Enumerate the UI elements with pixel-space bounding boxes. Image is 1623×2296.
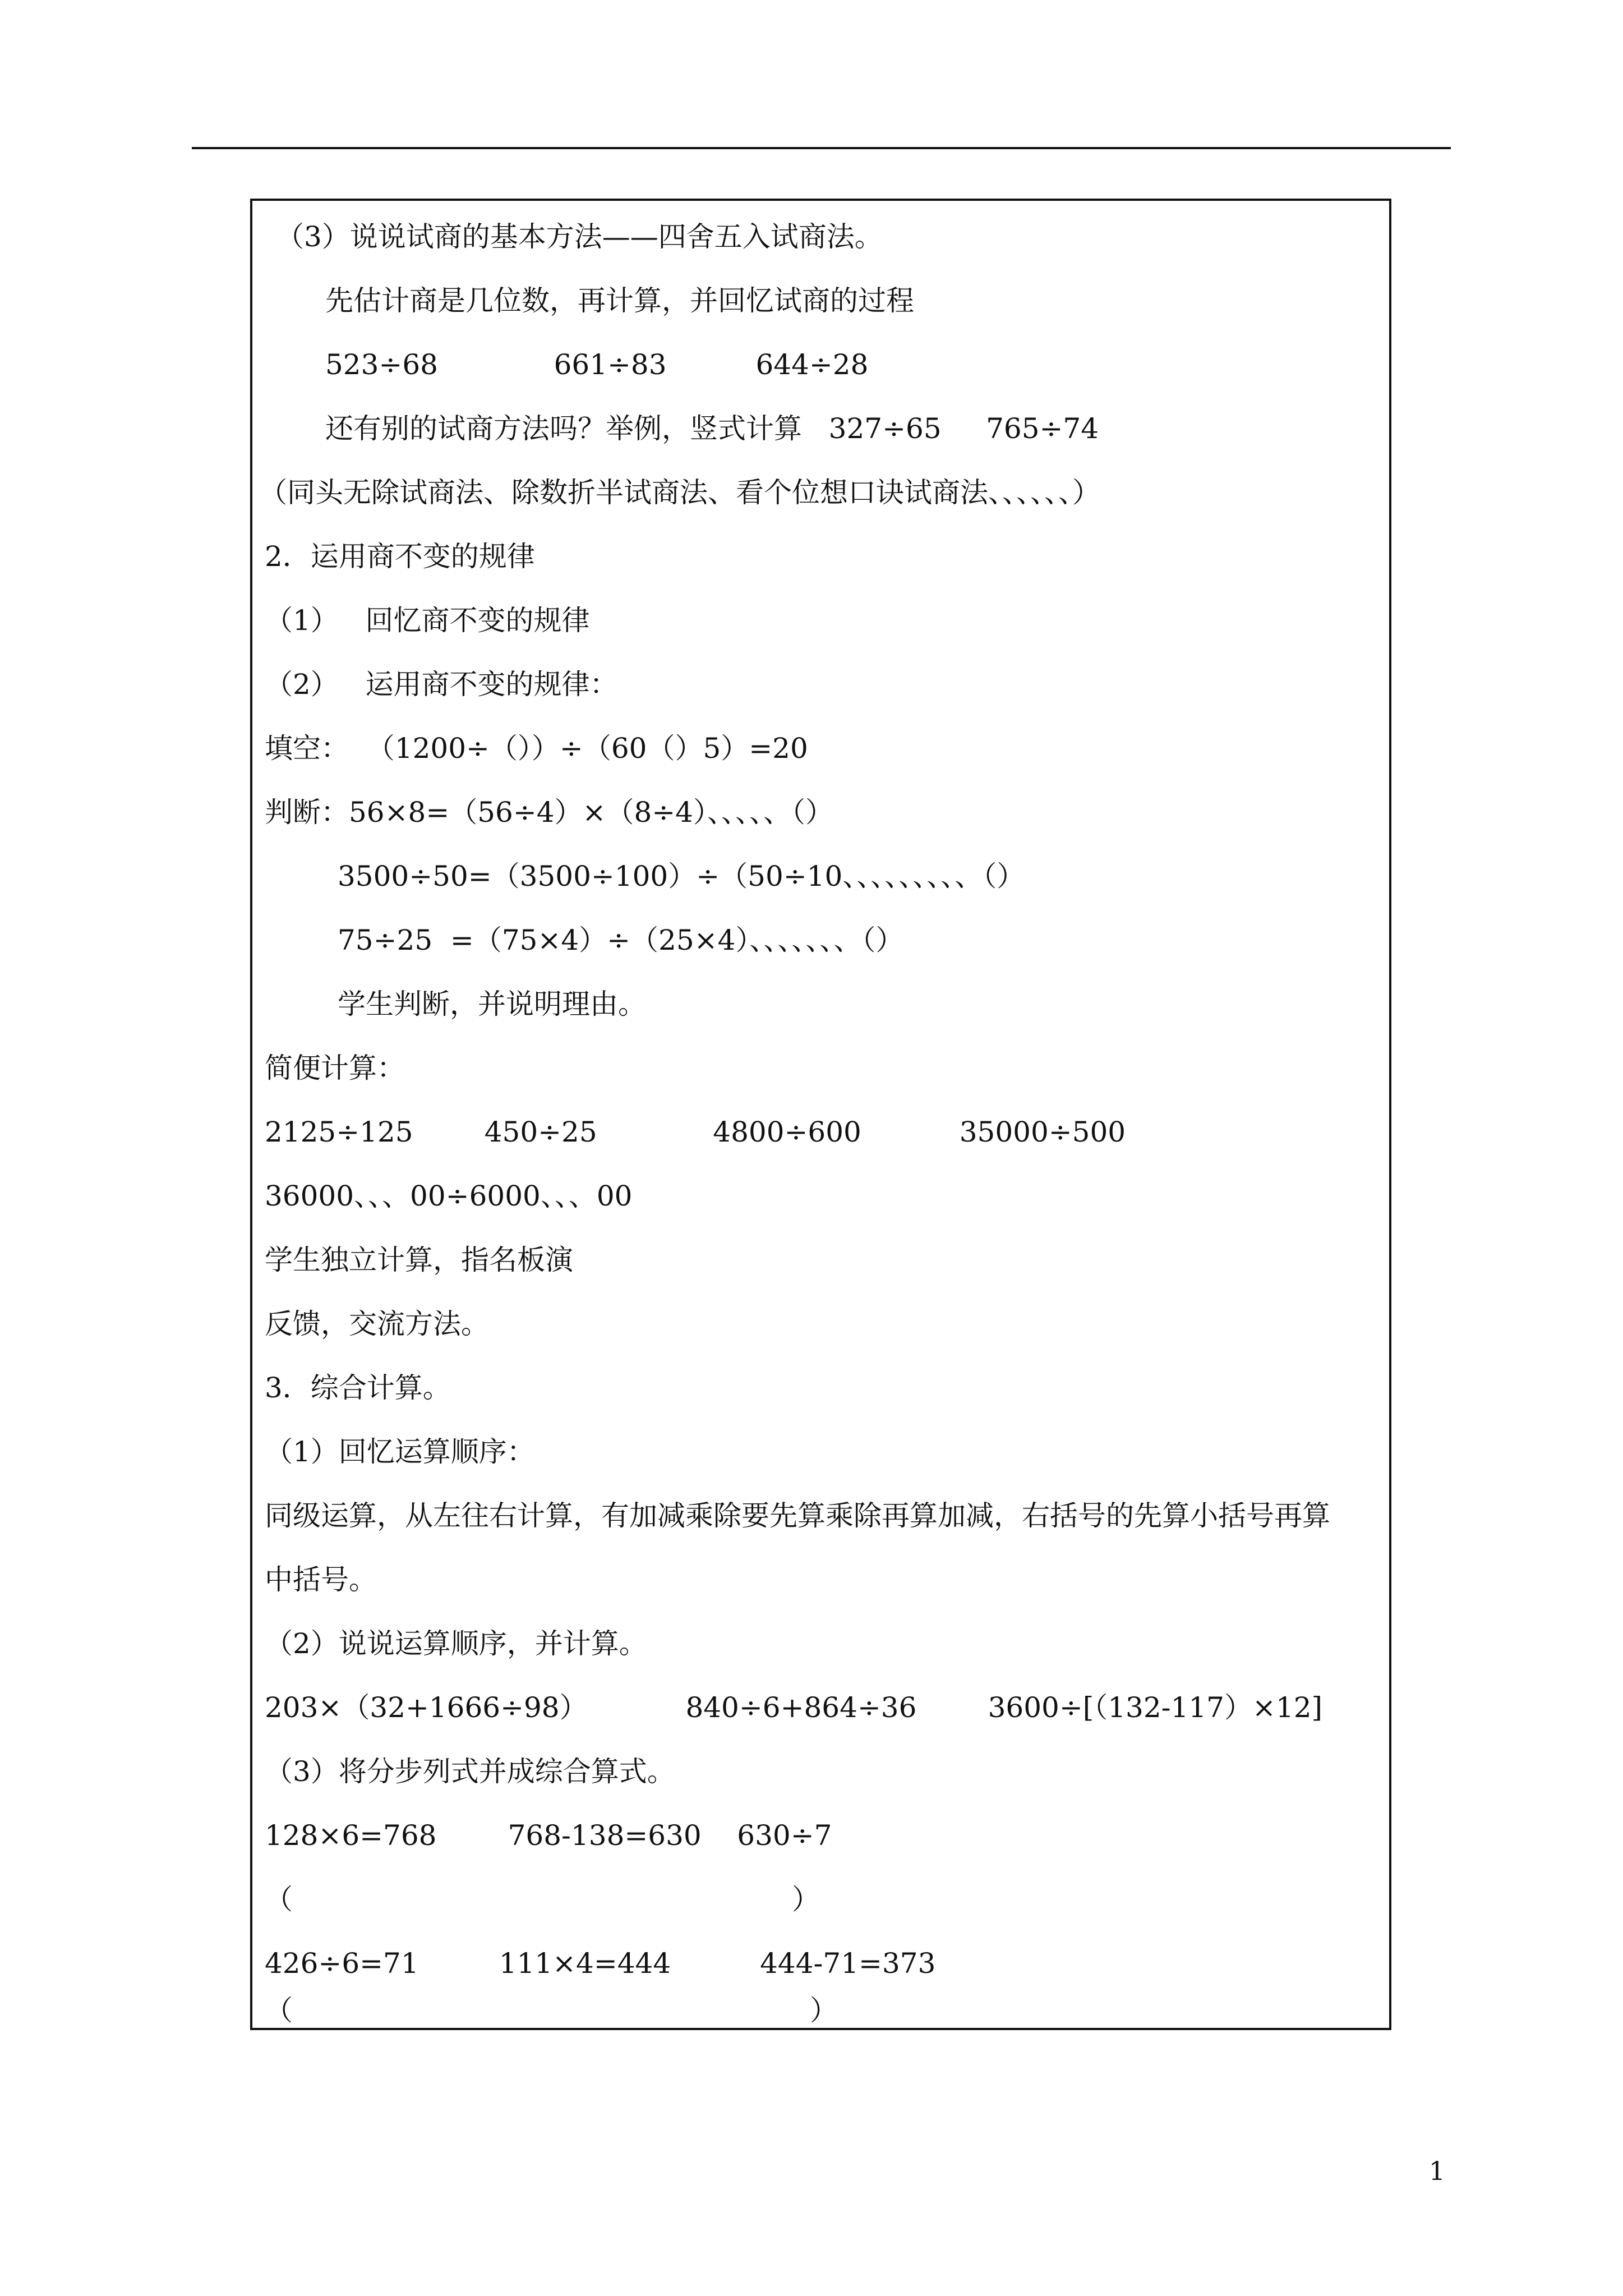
text-line: （3）将分步列式并成综合算式。 (265, 1755, 675, 1788)
content-box (250, 199, 1391, 2030)
answer-blank: （ ） (265, 1883, 820, 1916)
text-line: 学生判断，并说明理由。 (338, 988, 646, 1020)
text-line: （同头无除试商法、除数折半试商法、看个位想口诀试商法、、、、、、） (259, 476, 1100, 509)
text-line: 36000、、、00÷6000、、、00 (265, 1180, 633, 1212)
text-line: 2125÷125 450÷25 4800÷600 35000÷500 (265, 1116, 1126, 1148)
text-line: 简便计算： (265, 1052, 405, 1084)
text-line: 先估计商是几位数，再计算，并回忆试商的过程 (325, 284, 914, 317)
text-line: 128×6=768 768-138=630 630÷7 (265, 1819, 832, 1852)
section-heading: 3．综合计算。 (265, 1372, 451, 1404)
text-line: 中括号。 (265, 1563, 377, 1596)
text-line: 反馈，交流方法。 (265, 1308, 489, 1340)
text-line: （1） 回忆商不变的规律 (265, 604, 590, 637)
text-line: 判断：56×8=（56÷4）×（8÷4）、、、、、（） (265, 796, 833, 829)
page-number: 1 (1428, 2156, 1445, 2186)
text-line: （3）说说试商的基本方法——四舍五入试商法。 (276, 220, 883, 253)
answer-blank: （ ） (265, 1994, 838, 2027)
text-line: 203×（32+1666÷98） 840÷6+864÷36 3600÷[（132-117）×12] (265, 1691, 1323, 1724)
text-line: 还有别的试商方法吗？举例，竖式计算 327÷65 765÷74 (325, 412, 1099, 445)
text-line: 填空： （1200÷（））÷（60（）5）=20 (265, 732, 808, 765)
text-line: 75÷25 =（75×4）÷（25×4）、、、、、、、（） (338, 924, 904, 956)
text-line: 426÷6=71 111×4=444 444-71=373 (265, 1947, 936, 1980)
text-line: 学生独立计算，指名板演 (265, 1244, 573, 1276)
section-heading: 2．运用商不变的规律 (265, 540, 535, 573)
text-line: 3500÷50=（3500÷100）÷（50÷10、、、、、、、、、（） (338, 860, 1025, 892)
text-line: （1）回忆运算顺序： (265, 1435, 535, 1468)
header-rule (192, 147, 1451, 149)
text-line: （2）说说运算顺序，并计算。 (265, 1627, 647, 1660)
text-line: 523÷68 661÷83 644÷28 (325, 348, 869, 381)
text-line: 同级运算，从左往右计算，有加减乘除要先算乘除再算加减，右括号的先算小括号再算 (265, 1499, 1330, 1532)
text-line: （2） 运用商不变的规律： (265, 668, 618, 701)
